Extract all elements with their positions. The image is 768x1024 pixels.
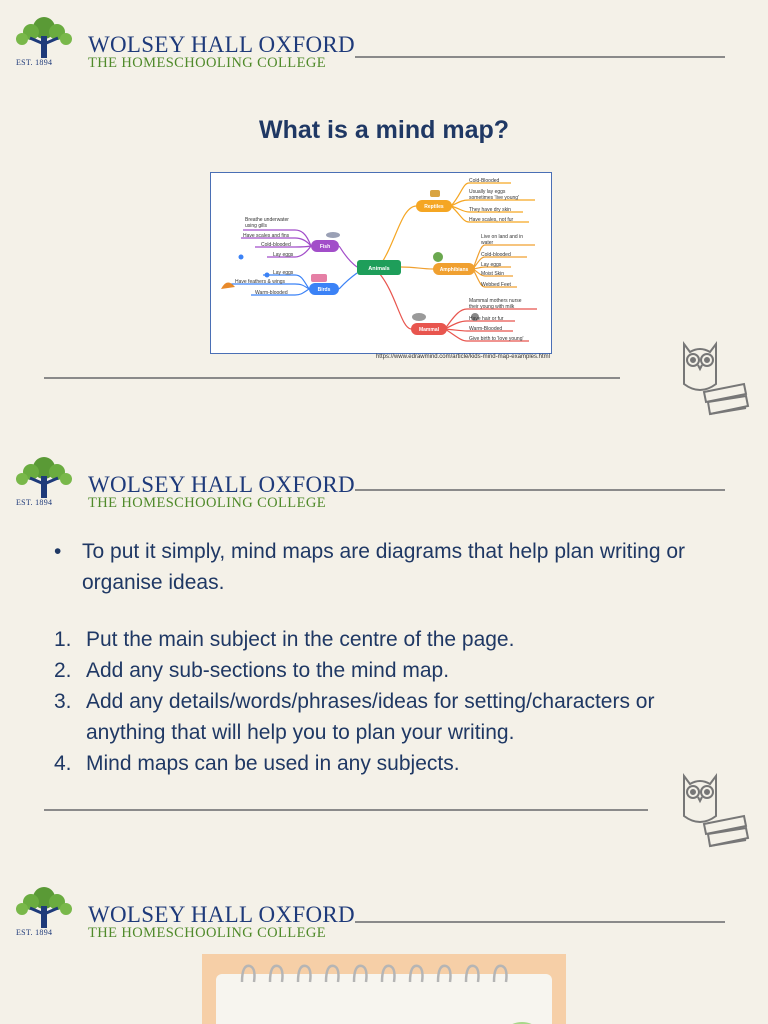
mm-mammal-icon: [412, 313, 426, 321]
owl-books-icon: [670, 334, 750, 424]
brand-tagline: THE HOMESCHOOLING COLLEGE: [88, 55, 326, 71]
brand-logo: [12, 14, 355, 74]
mm-reptile-icon: [430, 190, 440, 197]
owl-books-icon: [670, 766, 750, 856]
step-text: Add any details/words/phrases/ideas for setting/characters or anything that will help you to plan your writing.: [86, 690, 655, 744]
step-number: 3.: [54, 690, 72, 713]
image-source-link[interactable]: https://www.edrawmind.com/article/kids-mind-map-examples.html: [375, 354, 550, 360]
svg-text:Live on land and in: Live on land and in: [481, 234, 523, 240]
brand-logo: [12, 884, 355, 944]
footer-divider: [44, 377, 620, 379]
svg-text:Cold-blooded: Cold-blooded: [481, 252, 511, 258]
steps-list: [54, 624, 734, 779]
footer-divider: [44, 809, 648, 811]
svg-text:Mammal mothers nurse: Mammal mothers nurse: [469, 298, 522, 304]
svg-text:their young with milk: their young with milk: [469, 304, 515, 310]
svg-text:Lay eggs: Lay eggs: [481, 262, 502, 268]
list-item: [54, 686, 734, 748]
intro-text: To put it simply, mind maps are diagrams that help plan writing or organise ideas.: [82, 540, 686, 594]
svg-text:Have scales, not fur: Have scales, not fur: [469, 217, 514, 223]
svg-text:They have dry skin: They have dry skin: [469, 207, 511, 213]
svg-text:Lay eggs: Lay eggs: [273, 252, 294, 258]
svg-text:Have feathers & wings: Have feathers & wings: [235, 279, 286, 285]
step-text: Put the main subject in the centre of the page.: [86, 628, 515, 651]
mm-reptiles-label: Reptiles: [424, 204, 444, 210]
svg-text:Have hair or fur: Have hair or fur: [469, 316, 504, 322]
svg-text:using gills: using gills: [245, 223, 267, 229]
slide-3: [0, 870, 768, 1024]
mm-bird-icon: [311, 274, 327, 282]
mm-amphibians-label: Amphibians: [439, 267, 469, 273]
svg-text:Cold-Blooded: Cold-Blooded: [469, 178, 500, 184]
svg-text:Breathe underwater: Breathe underwater: [245, 217, 289, 223]
list-item: [54, 748, 734, 779]
mm-center-label: Animals: [368, 266, 390, 272]
svg-text:water: water: [481, 240, 494, 246]
svg-text:Have scales and fins: Have scales and fins: [243, 233, 290, 239]
svg-text:Webbed Feet: Webbed Feet: [481, 282, 511, 288]
svg-text:Give birth to 'love young': Give birth to 'love young': [469, 336, 524, 342]
step-number: 2.: [54, 659, 72, 682]
svg-text:Lay eggs: Lay eggs: [273, 270, 294, 276]
brand-tagline: THE HOMESCHOOLING COLLEGE: [88, 495, 326, 511]
step-number: 1.: [54, 628, 72, 651]
established-year: EST. 1894: [16, 928, 53, 937]
step-number: 4.: [54, 752, 72, 775]
mm-frog-icon: [433, 252, 443, 262]
svg-text:Cold-blooded: Cold-blooded: [261, 242, 291, 248]
header-divider: [355, 921, 725, 923]
established-year: EST. 1894: [16, 58, 53, 67]
page-title: What is a mind map?: [258, 116, 510, 144]
tree-logo-icon: [12, 884, 82, 930]
list-item: [54, 624, 734, 655]
svg-text:Usually lay eggs: Usually lay eggs: [469, 189, 506, 195]
slide-1: [0, 0, 768, 410]
established-year: EST. 1894: [16, 498, 53, 507]
svg-text:Warm-Blooded: Warm-Blooded: [469, 326, 503, 332]
svg-text:Warm-blooded: Warm-blooded: [255, 290, 288, 296]
step-text: Add any sub-sections to the mind map.: [86, 659, 450, 682]
slide-body: [54, 536, 734, 779]
bullet-dot: •: [54, 540, 62, 563]
mm-fish-icon: [326, 232, 340, 238]
header-divider: [355, 56, 725, 58]
brand-name: WOLSEY HALL OXFORD: [88, 32, 355, 57]
mind-map-image: [210, 172, 552, 354]
mm-mammal-label: Mammal: [418, 327, 440, 333]
tree-logo-icon: [12, 454, 82, 500]
brand-name: WOLSEY HALL OXFORD: [88, 472, 355, 497]
slide-2: [0, 440, 768, 860]
list-item: [54, 655, 734, 686]
brand-tagline: THE HOMESCHOOLING COLLEGE: [88, 925, 326, 941]
tree-logo-icon: [12, 14, 82, 60]
brand-logo: [12, 454, 355, 514]
intro-bullet: [54, 536, 734, 598]
step-text: Mind maps can be used in any subjects.: [86, 752, 460, 775]
brand-name: WOLSEY HALL OXFORD: [88, 902, 355, 927]
mm-fish-label: Fish: [319, 244, 331, 250]
mm-birds-label: Birds: [317, 287, 331, 293]
svg-text:sometimes 'live young': sometimes 'live young': [469, 195, 519, 201]
header-divider: [355, 489, 725, 491]
svg-text:Moist Skin: Moist Skin: [481, 271, 505, 277]
notebook-illustration: [202, 954, 566, 1024]
